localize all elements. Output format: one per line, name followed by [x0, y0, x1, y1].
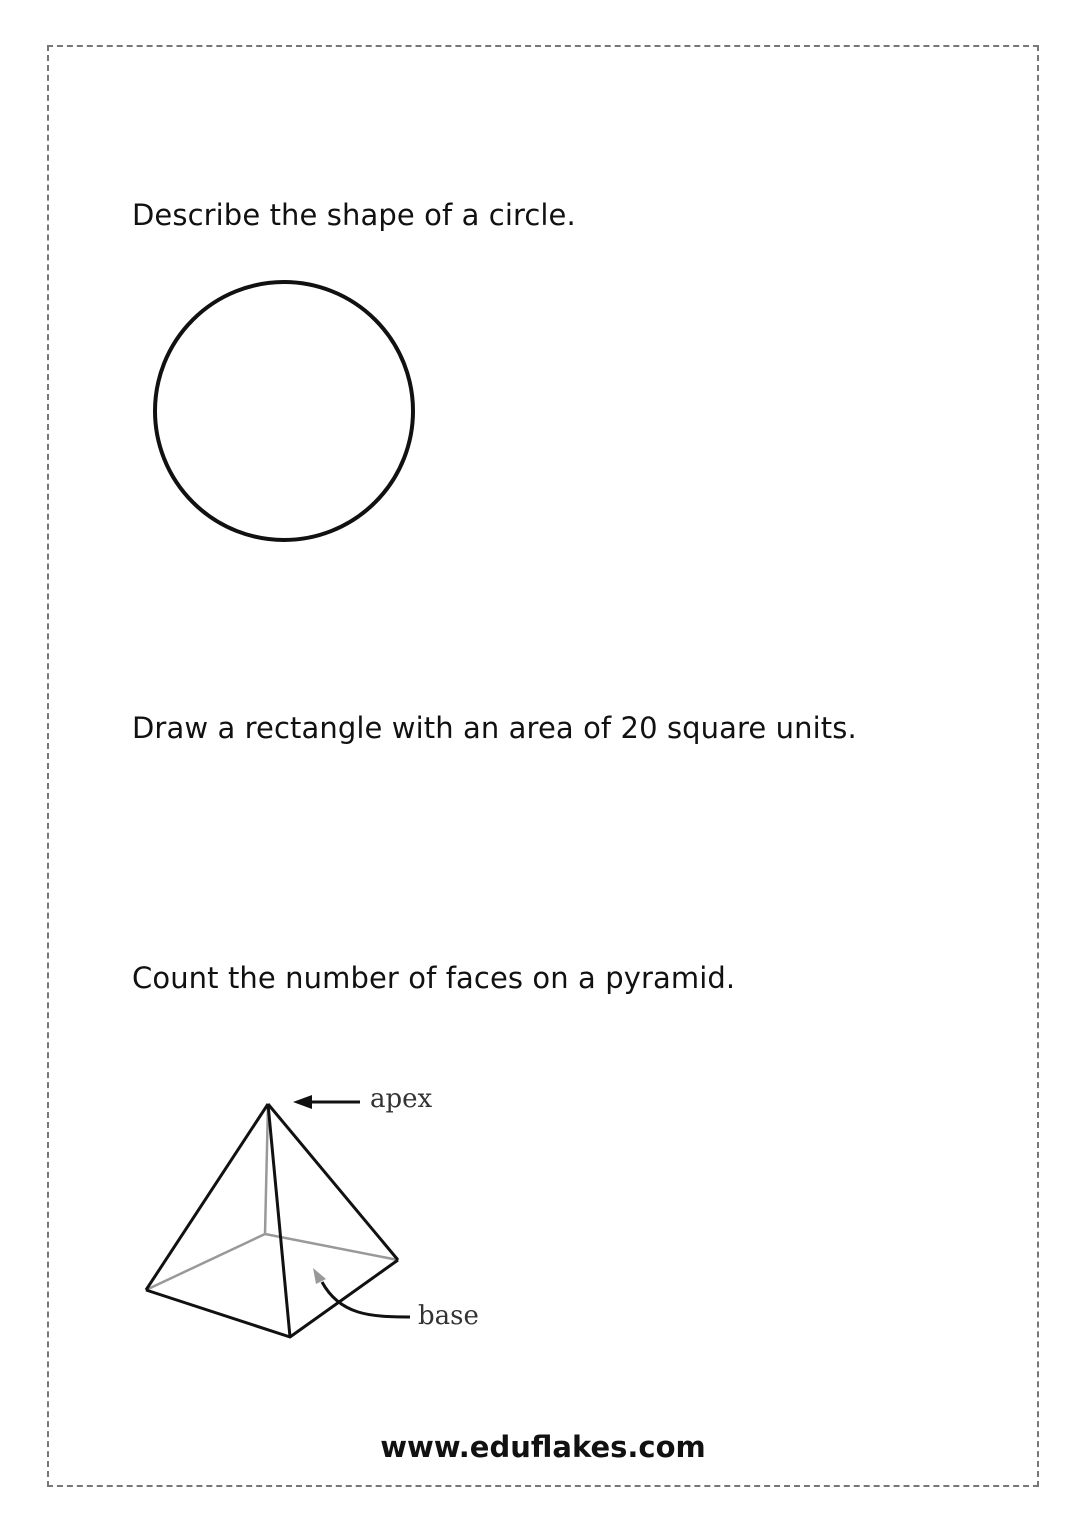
- footer-website: www.eduflakes.com: [380, 1430, 706, 1464]
- circle-figure: [155, 282, 413, 540]
- apex-label: apex: [370, 1084, 433, 1114]
- base-label: base: [418, 1301, 479, 1331]
- question-circle: Describe the shape of a circle.: [132, 198, 576, 232]
- apex-arrow-icon: [293, 1095, 360, 1109]
- question-pyramid: Count the number of faces on a pyramid.: [132, 961, 736, 995]
- question-rectangle: Draw a rectangle with an area of 20 square units.: [132, 711, 857, 745]
- pyramid-figure: [146, 1084, 479, 1337]
